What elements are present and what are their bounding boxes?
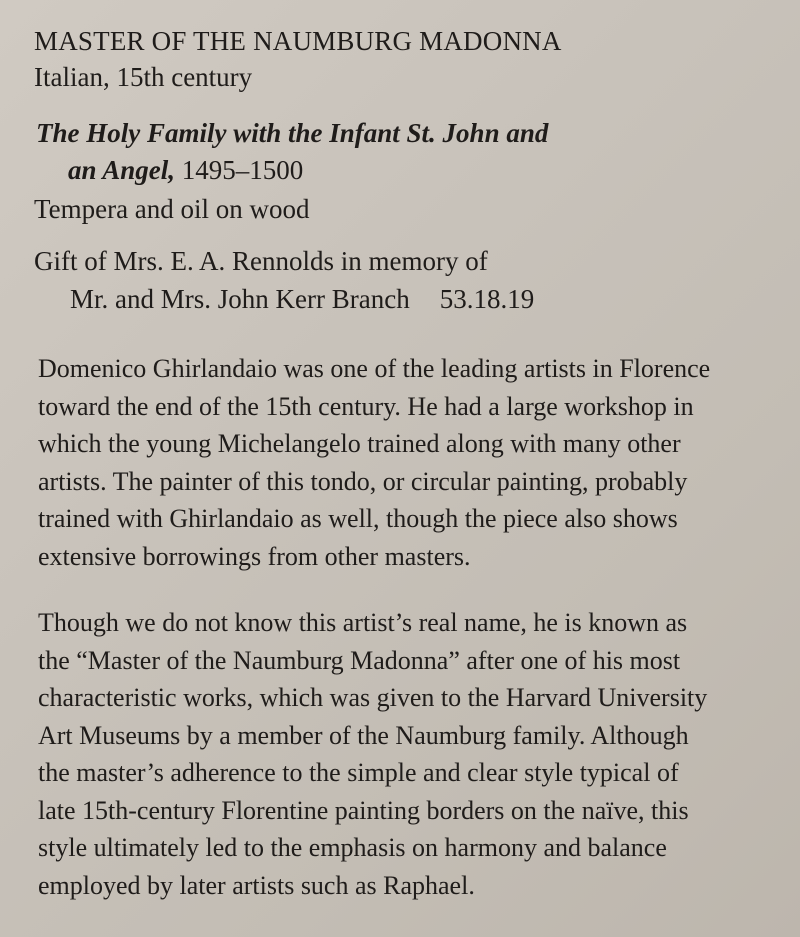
paragraph-line: Though we do not know this artist’s real name, he is known as — [38, 608, 688, 637]
paragraph-line: style ultimately led to the emphasis on harmony and balance — [38, 833, 667, 862]
artwork-date: 1495–1500 — [181, 155, 304, 185]
paragraph-line: extensive borrowings from other masters. — [38, 541, 471, 571]
credit-line-2-text: Mr. and Mrs. John Kerr Branch — [70, 284, 410, 314]
paragraph-line: artists. The painter of this tondo, or circular painting, probably — [38, 466, 688, 496]
paragraph-line: which the young Michelangelo trained along with many other — [38, 429, 681, 458]
paragraph-line: trained with Ghirlandaio as well, though the piece also shows — [38, 504, 678, 533]
description-paragraph-2 — [38, 604, 788, 904]
artwork-title-line-1: The Holy Family with the Infant St. John and — [36, 118, 549, 148]
artist-nationality: Italian, 15th century — [34, 62, 253, 92]
credit-line-1: Gift of Mrs. E. A. Rennolds in memory of — [34, 246, 488, 276]
artwork-title-end: an Angel, — [68, 155, 176, 185]
paragraph-line: the master’s adherence to the simple and clear style typical of — [38, 758, 679, 787]
artwork-medium: Tempera and oil on wood — [34, 194, 310, 224]
paragraph-line: characteristic works, which was given to the Harvard University — [38, 683, 708, 712]
description-paragraph-1 — [38, 350, 788, 575]
artist-name: MASTER OF THE NAUMBURG MADONNA — [34, 26, 562, 56]
artwork-title-line-2 — [68, 153, 303, 187]
paragraph-line: Domenico Ghirlandaio was one of the leading artists in Florence — [38, 354, 711, 383]
paragraph-line: Art Museums by a member of the Naumburg family. Although — [38, 720, 689, 750]
paragraph-line: the “Master of the Naumburg Madonna” after one of his most — [38, 645, 681, 675]
paragraph-line: toward the end of the 15th century. He had a large workshop in — [38, 391, 694, 421]
paragraph-line: late 15th-century Florentine painting borders on the naïve, this — [38, 795, 689, 825]
credit-line-2 — [70, 282, 534, 316]
accession-number: 53.18.19 — [439, 284, 535, 314]
paragraph-line: employed by later artists such as Raphael. — [38, 870, 475, 900]
